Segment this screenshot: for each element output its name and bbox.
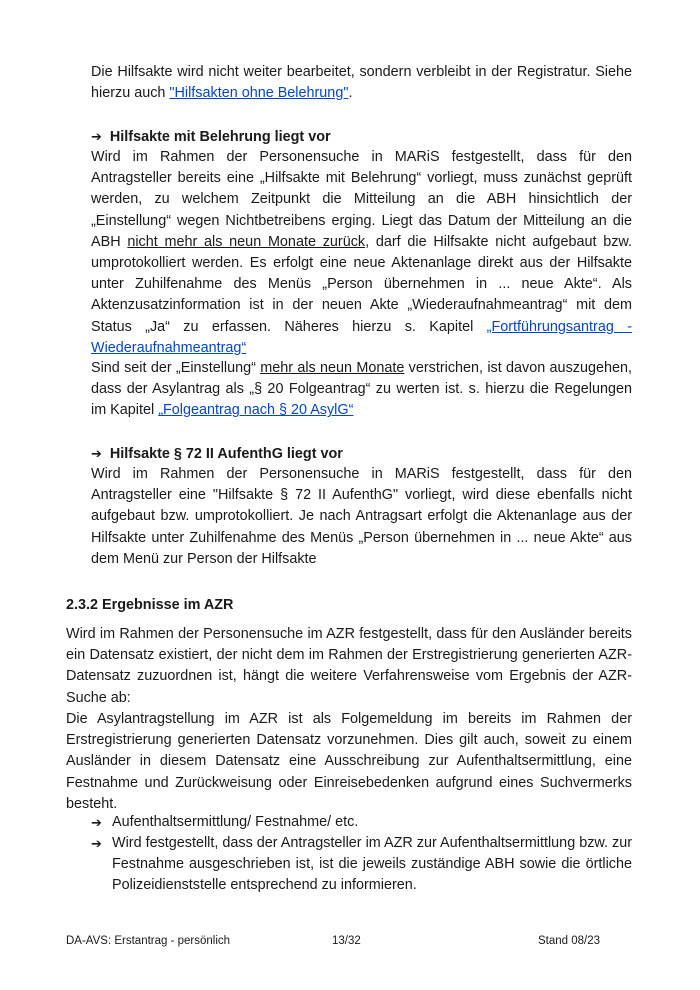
arrow-right-icon: ➔ <box>91 815 102 830</box>
link-hilfsakten-ohne-belehrung[interactable]: "Hilfsakten ohne Belehrung" <box>169 85 349 102</box>
heading-hilfsakte-72 <box>91 443 632 465</box>
text-segment: Sind seit der „Einstellung“ <box>91 360 261 376</box>
paragraph-neun-monate <box>91 358 632 422</box>
bullet-text: Wird festgestellt, dass der Antragsteller im AZR zur Aufenthaltsermittlung bzw. zur Festnahme ausgeschrieben ist, ist die jeweils zuständige ABH sowie die örtliche Polizeidienststelle entsprechend zu informieren. <box>112 835 632 894</box>
paragraph-azr-2: Die Asylantragstellung im AZR ist als Folgemeldung im bereits im Rahmen der Erstregistrierung generierten Datensatz vorzunehmen. Dies gilt auch, soweit zu einem Ausländer in diesem Datensatz eine Ausschreibung zur Aufenthaltsermittlung, eine Festnahme und Zurückweisung oder Einreisebedenken aufgrund eines Suchvermerks besteht. <box>66 711 632 812</box>
bullet-item <box>91 833 632 897</box>
footer-version: Stand 08/23 <box>538 935 601 947</box>
text-segment: , darf die Hilfsakte nicht aufgebaut bzw. umprotokolliert werden. Es erfolgt eine neue Aktenanlage direkt aus der Hilfsakte unter Zuhilfenahme des Menüs „Person übernehmen in ... neue Akte“. Als Aktenzusatzinformation ist in der neuen Akte „Wiederaufnahmeantrag“ mit dem Status „Ja“ zu erfassen. Näheres hierzu s. Kapitel <box>91 233 632 335</box>
arrow-right-icon: ➔ <box>91 836 102 851</box>
paragraph-azr-1: Wird im Rahmen der Personensuche im AZR festgestellt, dass für den Ausländer bereits ein Datensatz existiert, der nicht dem im Rahmen der Erstregistrierung generierten AZR-Datensatz zuzuordnen ist, hängt die weitere Verfahrensweise vom Ergebnis der AZR-Suche ab: <box>66 626 632 706</box>
bullet-text: Aufenthaltsermittlung/ Festnahme/ etc. <box>112 814 359 830</box>
intro-text: Die Hilfsakte wird nicht weiter bearbeitet, sondern verbleibt in der Registratur. Siehe hierzu auch <box>91 64 632 102</box>
underlined-text: nicht mehr als neun Monate zurück <box>127 233 366 250</box>
heading-text: Hilfsakte mit Belehrung liegt vor <box>109 129 331 145</box>
heading-hilfsakte-mit-belehrung <box>91 126 632 148</box>
paragraph-hilfsakte-72: Wird im Rahmen der Personensuche in MARiS festgestellt, dass für den Antragsteller eine "Hilfsakte § 72 II AufenthG" vorliegt, wird diese ebenfalls nicht aufgebaut bzw. umprotokolliert. Je nach Antragsart erfolgt die Aktenanlage aus der Hilfsakte unter Zuhilfenahme des Menüs „Person übernehmen in ... neue Akte“ aus dem Menü zur Person der Hilfsakte <box>91 466 632 567</box>
section-heading-azr: 2.3.2 Ergebnisse im AZR <box>66 597 234 613</box>
footer-page-number: 13/32 <box>332 935 361 947</box>
bullet-item <box>91 812 632 833</box>
paragraph-mit-belehrung <box>91 147 632 359</box>
arrow-right-icon: ➔ <box>91 446 102 461</box>
arrow-right-icon: ➔ <box>91 129 102 144</box>
text-segment: verstrichen, ist davon auszugehen, dass der Asylantrag als „§ 20 Folgeantrag“ zu werten ist. s. hierzu die Regelungen im Kapitel <box>91 360 632 419</box>
heading-text: Hilfsakte § 72 II AufenthG liegt vor <box>109 446 343 462</box>
text-segment: Wird im Rahmen der Personensuche in MARiS festgestellt, dass für den Antragsteller bereits eine „Hilfsakte mit Belehrung“ vorliegt, muss zunächst geprüft werden, zu welchem Zeitpunkt die Mitteilung an die ABH hinsichtlich der „Einstellung“ wegen Nichtbetreibens erging. Liegt das Datum der Mitteilung an die ABH <box>91 149 632 250</box>
link-folgeantrag[interactable]: „Folgeantrag nach § 20 AsylG“ <box>158 402 354 419</box>
intro-paragraph <box>91 62 632 104</box>
link-fortfuehrungsantrag[interactable]: „Fortführungsantrag - Wiederaufnahmeantrag“ <box>91 318 632 356</box>
footer-document-title: DA-AVS: Erstantrag - persönlich <box>66 935 231 947</box>
underlined-text: mehr als neun Monate <box>260 360 405 376</box>
intro-end: . <box>348 85 353 102</box>
